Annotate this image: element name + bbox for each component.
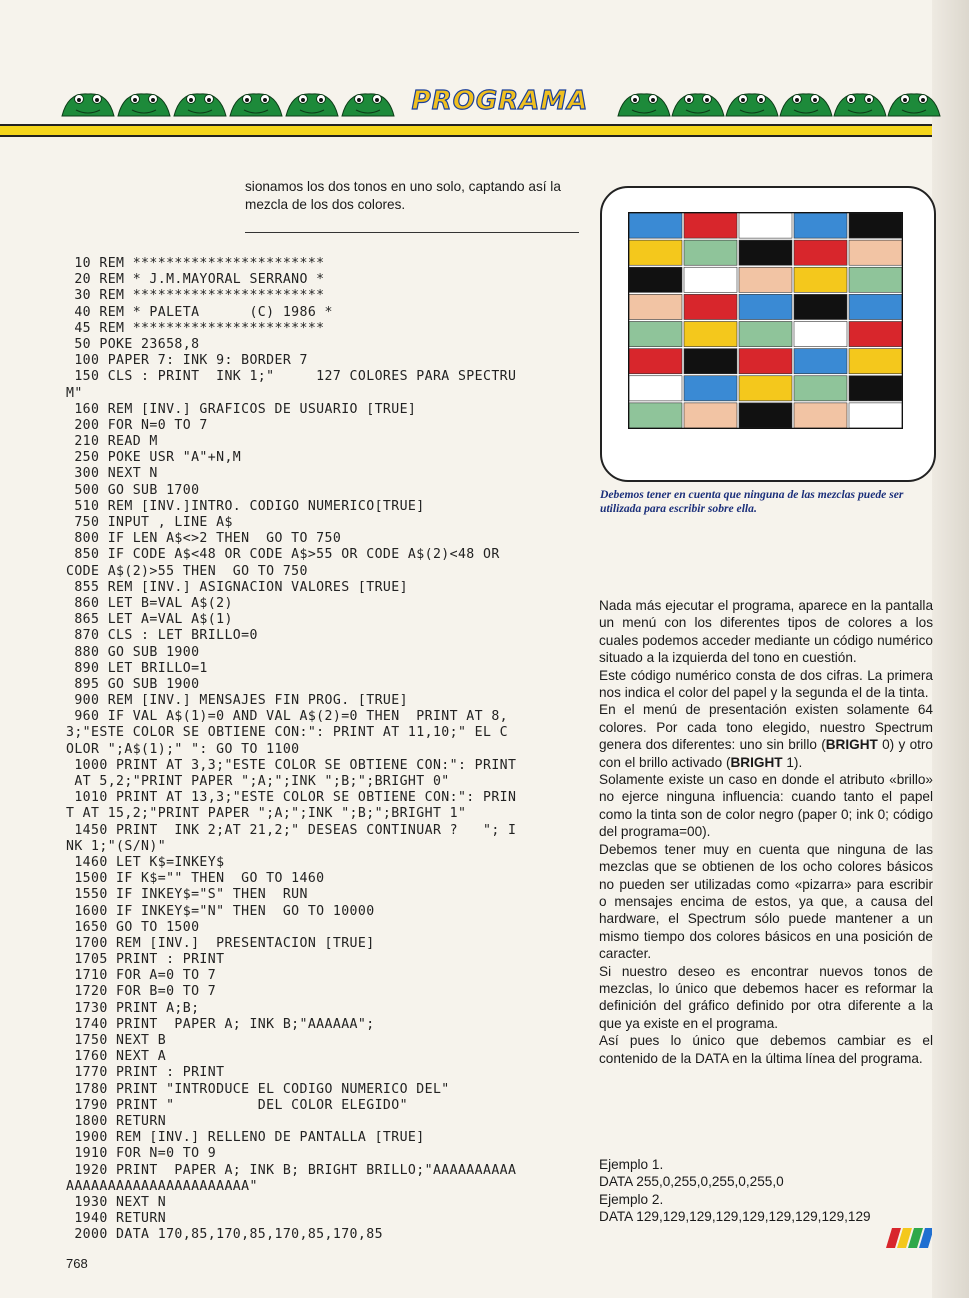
body-paragraph: Este código numérico consta de dos cifras. La primera nos indica el color del papel y la segunda el de la tinta.	[599, 667, 933, 701]
palette-cell	[684, 240, 737, 265]
palette-cell	[629, 403, 682, 428]
body-paragraph	[599, 701, 933, 771]
listing-line: 1710 FOR A=0 TO 7	[66, 968, 217, 984]
listing-line: 855 REM [INV.] ASIGNACION VALORES [TRUE]	[66, 579, 408, 595]
frog-icon	[618, 94, 670, 116]
listing-line: 895 GO SUB 1900	[66, 676, 200, 692]
listing-line: 40 REM * PALETA (C) 1986 *	[66, 304, 333, 320]
listing-line: 10 REM ***********************	[66, 256, 325, 271]
listing-line: 50 POKE 23658,8	[66, 336, 200, 352]
palette-cell	[739, 267, 792, 292]
listing-line: 1940 RETURN	[66, 1211, 167, 1227]
listing-line: 1750 NEXT B	[66, 1033, 167, 1048]
palette-cell	[794, 267, 847, 292]
frog-icon	[230, 94, 282, 116]
body-text-run: En el menú de presentación existen solamente 64 colores. Por cada tono elegido, nuestro Spectrum genera dos diferentes: uno sin brillo (	[599, 702, 933, 753]
palette-cell	[739, 349, 792, 374]
listing-line: 1460 LET K$=INKEY$	[66, 854, 225, 870]
listing-line: 300 NEXT N	[66, 466, 158, 482]
section-title: PROGRAMA	[411, 86, 589, 116]
listing-line: NK 1;"(S/N)"	[66, 838, 167, 854]
listing-line: 20 REM * J.M.MAYORAL SERRANO *	[66, 272, 325, 288]
body-paragraph: Así pues lo único que debemos cambiar es el contenido de la DATA en la última línea del programa.	[599, 1033, 933, 1066]
rainbow-stripe-logo	[886, 1228, 932, 1248]
palette-cell	[794, 240, 847, 265]
listing-line: 1790 PRINT " DEL COLOR ELEGIDO"	[66, 1097, 408, 1113]
listing-line: 1930 NEXT N	[66, 1194, 167, 1210]
palette-cell	[739, 403, 792, 428]
frog-icon	[672, 94, 724, 116]
palette-cell	[794, 349, 847, 374]
listing-line: 1740 PRINT PAPER A; INK B;"AAAAAA";	[66, 1016, 375, 1032]
listing-line: 800 IF LEN A$<>2 THEN GO TO 750	[66, 531, 342, 547]
listing-line: 160 REM [INV.] GRAFICOS DE USUARIO [TRUE]	[66, 401, 417, 417]
palette-cell	[849, 267, 902, 292]
palette-cell	[739, 240, 792, 265]
palette-cell	[684, 267, 737, 292]
frog-icon	[286, 94, 338, 116]
page-edge-shadow	[932, 0, 969, 1298]
palette-cell	[629, 376, 682, 401]
basic-program-listing	[66, 256, 586, 1243]
palette-cell	[684, 403, 737, 428]
listing-line: 1770 PRINT : PRINT	[66, 1065, 225, 1081]
frog-icon	[342, 94, 394, 116]
palette-cell	[794, 294, 847, 319]
palette-cell	[629, 322, 682, 347]
palette-cell	[849, 240, 902, 265]
listing-line: 2000 DATA 170,85,170,85,170,85,170,85	[66, 1227, 383, 1243]
palette-cell	[739, 213, 792, 238]
frog-icon	[726, 94, 778, 116]
listing-line: CODE A$(2)>55 THEN GO TO 750	[66, 563, 308, 579]
listing-line: 1720 FOR B=0 TO 7	[66, 984, 217, 1000]
intro-paragraph: sionamos los dos tonos en uno solo, captando así la mezcla de los dos colores.	[245, 179, 561, 212]
listing-line: 100 PAPER 7: INK 9: BORDER 7	[66, 353, 308, 369]
intro-divider	[245, 232, 579, 233]
palette-cell	[794, 213, 847, 238]
listing-line: 890 LET BRILLO=1	[66, 660, 208, 676]
listing-line: 1700 REM [INV.] PRESENTACION [TRUE]	[66, 935, 375, 951]
listing-line: 510 REM [INV.]INTRO. CODIGO NUMERICO[TRUE]	[66, 498, 425, 514]
listing-line: 1910 FOR N=0 TO 9	[66, 1146, 217, 1162]
listing-line: 150 CLS : PRINT INK 1;" 127 COLORES PARA SPECTRU	[66, 369, 517, 385]
frog-icon	[780, 94, 832, 116]
listing-line: 870 CLS : LET BRILLO=0	[66, 628, 258, 644]
frog-icon	[888, 94, 940, 116]
palette-cell	[849, 294, 902, 319]
listing-line: 1780 PRINT "INTRODUCE EL CODIGO NUMERICO DEL"	[66, 1081, 450, 1097]
palette-cell	[684, 322, 737, 347]
listing-line: 1650 GO TO 1500	[66, 919, 200, 935]
listing-line: 1450 PRINT INK 2;AT 21,2;" DESEAS CONTINUAR ? "; I	[66, 822, 517, 838]
listing-line: T AT 15,2;"PRINT PAPER ";A;";INK ";B;";BRIGHT 1"	[66, 806, 467, 822]
listing-line: 1010 PRINT AT 13,3;"ESTE COLOR SE OBTIENE CON:": PRIN	[66, 790, 517, 806]
listing-line: 200 FOR N=0 TO 7	[66, 417, 208, 433]
body-paragraph: Si nuestro deseo es encontrar nuevos tonos de mezclas, lo único que debemos hacer es reformar la definición del gráfico definido por otra diferente a la que ya existe en el programa.	[599, 963, 933, 1031]
listing-line: OLOR ";A$(1);" ": GO TO 1100	[66, 741, 300, 757]
listing-line: 1600 IF INKEY$="N" THEN GO TO 10000	[66, 903, 375, 919]
palette-cell	[849, 322, 902, 347]
figure-caption: Debemos tener en cuenta que ninguna de las mezclas puede ser utilizada para escribir sobre ella.	[600, 488, 904, 515]
article-body	[599, 597, 933, 1067]
frog-icon	[834, 94, 886, 116]
listing-line: 1550 IF INKEY$="S" THEN RUN	[66, 887, 308, 903]
listing-line: AAAAAAAAAAAAAAAAAAAAAA"	[66, 1178, 258, 1194]
listing-line: 30 REM ***********************	[66, 288, 325, 304]
listing-line: 1760 NEXT A	[66, 1049, 167, 1065]
listing-line: 1920 PRINT PAPER A; INK B; BRIGHT BRILLO;"AAAAAAAAAA	[66, 1162, 517, 1178]
listing-line: 1705 PRINT : PRINT	[66, 952, 225, 968]
palette-cell	[849, 213, 902, 238]
example-data: DATA 129,129,129,129,129,129,129,129,129	[599, 1209, 871, 1225]
listing-line: 1900 REM [INV.] RELLENO DE PANTALLA [TRUE]	[66, 1130, 425, 1146]
palette-cell	[794, 376, 847, 401]
listing-line: 45 REM ***********************	[66, 320, 325, 336]
palette-cell	[794, 403, 847, 428]
listing-line: 860 LET B=VAL A$(2)	[66, 595, 233, 611]
palette-cell	[849, 376, 902, 401]
bright-keyword: BRIGHT	[825, 737, 878, 753]
palette-cell	[629, 294, 682, 319]
palette-cell	[629, 349, 682, 374]
palette-cell	[849, 403, 902, 428]
palette-cell	[739, 294, 792, 319]
listing-line: AT 5,2;"PRINT PAPER ";A;";INK ";B;";BRIGHT 0"	[66, 774, 450, 789]
frog-icon	[62, 94, 114, 116]
listing-line: 1000 PRINT AT 3,3;"ESTE COLOR SE OBTIENE CON:": PRINT	[66, 757, 517, 773]
listing-line: 850 IF CODE A$<48 OR CODE A$>55 OR CODE A$(2)<48 OR	[66, 547, 500, 563]
palette-cell	[849, 349, 902, 374]
palette-cell	[629, 213, 682, 238]
body-paragraph: Debemos tener muy en cuenta que ninguna de las mezclas que se obtienen de los ocho colores básicos no pueden ser utilizadas como «pizarra» para escribir o mensajes encima de estos, ya que, a causa del hardware, el Spectrum sólo puede mantener a un mismo tiempo dos colores básicos en una posición de caracter.	[599, 841, 933, 962]
example-data: DATA 255,0,255,0,255,0,255,0	[599, 1174, 784, 1190]
example-label: Ejemplo 2.	[599, 1191, 664, 1207]
listing-line: 1730 PRINT A;B;	[66, 1000, 200, 1016]
listing-line: M"	[66, 385, 83, 401]
color-palette-grid	[628, 212, 903, 429]
palette-cell	[629, 240, 682, 265]
body-paragraph: Solamente existe un caso en donde el atributo «brillo» no ejerce ninguna influencia: cuando tanto el papel como la tinta son de color negro (paper 0; ink 0; código del programa=00).	[599, 772, 933, 840]
palette-cell	[629, 267, 682, 292]
palette-cell	[684, 376, 737, 401]
listing-line: 880 GO SUB 1900	[66, 644, 200, 660]
palette-cell	[684, 294, 737, 319]
palette-cell	[739, 322, 792, 347]
body-paragraph: Nada más ejecutar el programa, aparece en la pantalla un menú con los diferentes tipos de colores a los cuales podemos acceder mediante un código numérico situado a la izquierda del tono en cuestión.	[599, 598, 933, 666]
body-text-run: 0) y otro con el brillo activado (	[599, 737, 933, 770]
listing-line: 865 LET A=VAL A$(1)	[66, 612, 233, 628]
page-number: 768	[66, 1256, 88, 1271]
bright-keyword: BRIGHT	[730, 754, 783, 770]
example-label: Ejemplo 1.	[599, 1157, 664, 1172]
body-text-run: 1).	[782, 754, 803, 770]
header-yellow-rule	[0, 124, 932, 137]
palette-cell	[684, 349, 737, 374]
palette-cell	[794, 322, 847, 347]
listing-line: 960 IF VAL A$(1)=0 AND VAL A$(2)=0 THEN PRINT AT 8,	[66, 709, 508, 725]
examples-block	[599, 1156, 933, 1226]
listing-line: 1500 IF K$="" THEN GO TO 1460	[66, 871, 325, 887]
palette-cell	[739, 376, 792, 401]
listing-line: 500 GO SUB 1700	[66, 482, 200, 498]
listing-line: 3;"ESTE COLOR SE OBTIENE CON:": PRINT AT 11,10;" EL C	[66, 725, 508, 741]
listing-line: 900 REM [INV.] MENSAJES FIN PROG. [TRUE]	[66, 693, 408, 709]
listing-line: 210 READ M	[66, 434, 158, 450]
palette-cell	[684, 213, 737, 238]
listing-line: 250 POKE USR "A"+N,M	[66, 450, 242, 466]
listing-line: 1800 RETURN	[66, 1113, 167, 1129]
frog-icon	[174, 94, 226, 116]
listing-line: 750 INPUT , LINE A$	[66, 515, 233, 530]
frog-icon	[118, 94, 170, 116]
